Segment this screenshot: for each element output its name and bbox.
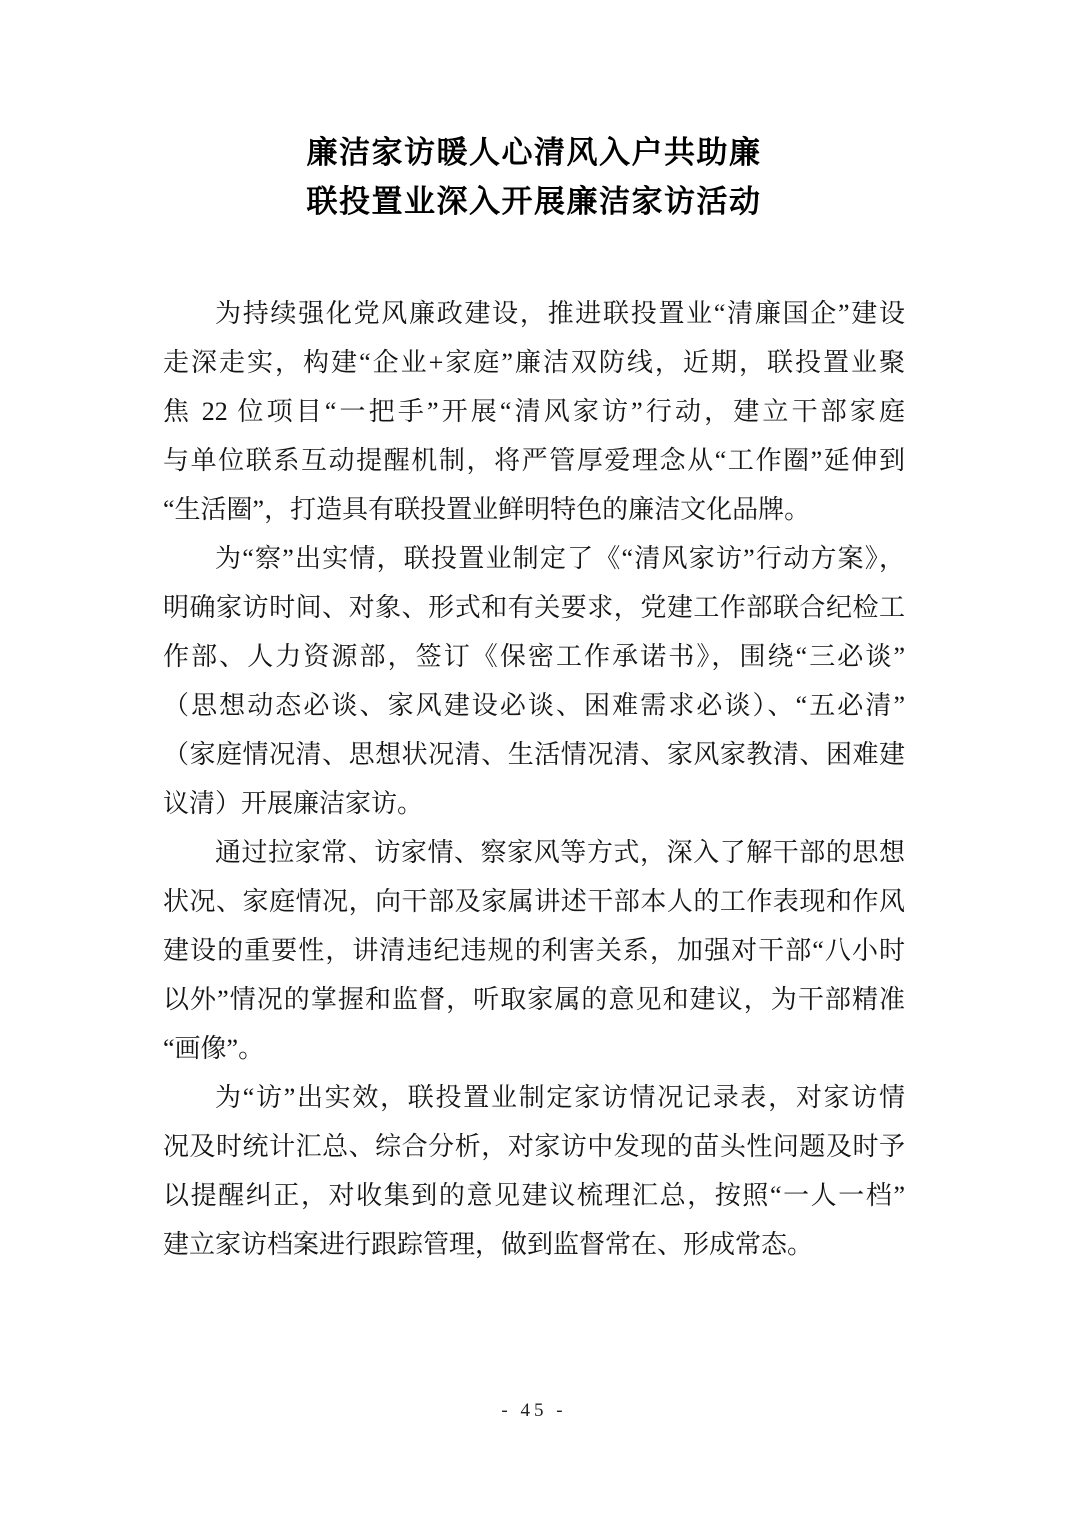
- paragraph-1: [163, 289, 905, 534]
- document-title-line-2: 联投置业深入开展廉洁家访活动: [306, 184, 762, 219]
- paragraph-3: [163, 828, 905, 1073]
- body-line: 状况、家庭情况，向干部及家属讲述干部本人的工作表现和作风: [163, 887, 905, 916]
- document-title-line-1: 廉洁家访暖人心清风入户共助廉: [306, 135, 762, 170]
- body-line: 议清）开展廉洁家访。: [163, 789, 424, 818]
- body-line: 建立家访档案进行跟踪管理，做到监督常在、形成常态。: [163, 1230, 814, 1259]
- document-title: [163, 128, 905, 226]
- body-line: 明确家访时间、对象、形式和有关要求，党建工作部联合纪检工: [163, 593, 905, 622]
- body-line: 为“访”出实效，联投置业制定家访情况记录表，对家访情: [215, 1083, 905, 1112]
- paragraph-2: [163, 534, 905, 828]
- body-line: 以提醒纠正，对收集到的意见建议梳理汇总，按照“一人一档”: [163, 1181, 905, 1210]
- body-line: 与单位联系互动提醒机制，将严管厚爱理念从“工作圈”延伸到: [163, 446, 905, 475]
- body-line: 为持续强化党风廉政建设，推进联投置业“清廉国企”建设: [215, 299, 905, 328]
- body-line: 以外”情况的掌握和监督，听取家属的意见和建议，为干部精准: [163, 985, 905, 1014]
- page-number: - 45 -: [501, 1400, 567, 1421]
- body-line: 走深走实，构建“企业+家庭”廉洁双防线，近期，联投置业聚: [163, 348, 905, 377]
- paragraph-4: [163, 1073, 905, 1269]
- body-line: 建设的重要性，讲清违纪违规的利害关系，加强对干部“八小时: [163, 936, 905, 965]
- body-line: （思想动态必谈、家风建设必谈、困难需求必谈）、“五必清”: [163, 691, 905, 720]
- body-line: （家庭情况清、思想状况清、生活情况清、家风家教清、困难建: [163, 740, 905, 769]
- body-line: 焦 22 位项目“一把手”开展“清风家访”行动，建立干部家庭: [163, 397, 905, 426]
- body-line: “生活圈”，打造具有联投置业鲜明特色的廉洁文化品牌。: [163, 495, 811, 524]
- body-line: 况及时统计汇总、综合分析，对家访中发现的苗头性问题及时予: [163, 1132, 905, 1161]
- body-line: “画像”。: [163, 1034, 265, 1063]
- document-body: [163, 289, 905, 1269]
- body-line: 通过拉家常、访家情、察家风等方式，深入了解干部的思想: [215, 838, 905, 867]
- body-line: 作部、人力资源部，签订《保密工作承诺书》，围绕“三必谈”: [163, 642, 905, 671]
- body-line: 为“察”出实情，联投置业制定了《“清风家访”行动方案》，: [215, 544, 905, 573]
